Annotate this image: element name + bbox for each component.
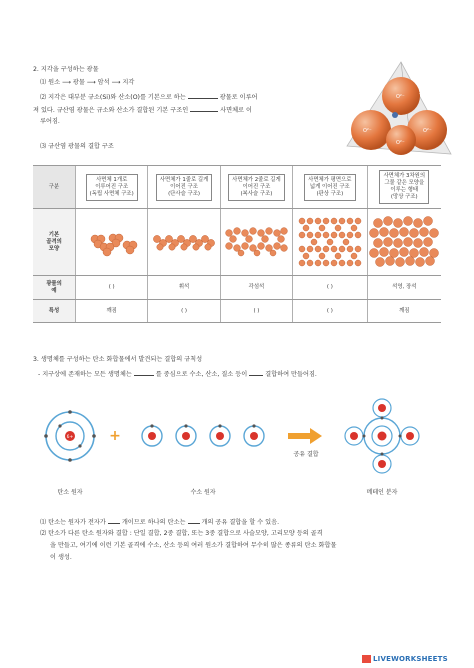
mineral-cell-3: 각섬석 [220, 276, 292, 300]
section3-q1: ⑴ 탄소는 원자가 전자가 개이므로 하나의 탄소는 개의 공유 결합을 할 수 있음. [40, 519, 280, 526]
table-property-row [33, 300, 441, 323]
table-header-col3: 사면체가 2줄로 길게 이어진 구조 (복사슬 구조) [220, 166, 292, 209]
row-label-shape: 기본 골격의 모양 [33, 209, 76, 276]
blank-bond-type[interactable] [249, 369, 263, 376]
hydrogen-atoms [142, 424, 264, 446]
mineral-cell-1[interactable]: ( ) [76, 276, 148, 300]
property-cell-5: 깨짐 [367, 300, 441, 323]
section3-q2-line1: ⑵ 탄소가 다른 탄소 원자와 결합 : 단일 결합, 2중 결합, 또는 3중 결합으로 사슬모양, 고리모양 등의 골격 [40, 530, 323, 537]
table-mineral-row [33, 276, 441, 300]
table-header-col4: 사면체가 평면으로 넓게 이어진 구조 (판상 구조) [293, 166, 367, 209]
section2-item2-line1: ⑵ 지각은 대부분 규소(Si)와 산소(O)를 기본으로 하는 광물로 이루어 [40, 94, 258, 101]
blank-mineral-type[interactable] [188, 92, 218, 99]
section2-title: 2. 지각을 구성하는 광물 [33, 66, 99, 73]
logo-icon [362, 655, 371, 663]
silica-tetrahedron-diagram [339, 58, 457, 168]
mineral-cell-2: 휘석 [148, 276, 220, 300]
blank-bond-count[interactable] [188, 517, 200, 524]
mineral-cell-4[interactable]: ( ) [293, 276, 367, 300]
section2-item2-line3: 루어짐. [40, 118, 60, 125]
property-cell-3[interactable]: ( ) [220, 300, 292, 323]
isolated-tetrahedra-image [77, 221, 147, 261]
svg-text:6+: 6+ [66, 435, 74, 440]
section3-q2-line3: 이 생성. [50, 554, 72, 561]
covalent-bond-label: 공유 결합 [293, 451, 319, 458]
tetra-label-o1: O²⁻ [396, 94, 405, 100]
methane-molecule [345, 399, 419, 473]
sheet-structure-image [294, 213, 366, 269]
section3-line1: - 지구상에 존재하는 모든 생명체는 를 중심으로 수소, 산소, 질소 등이 결합하여 만들어짐. [38, 371, 317, 378]
carbon-atom [44, 410, 96, 462]
section2-item1: ⑴ 원소 ⟶ 광물 ⟶ 암석 ⟶ 지각 [40, 79, 135, 86]
shape-single-chain [148, 209, 220, 276]
mineral-cell-5: 석영, 장석 [367, 276, 441, 300]
property-cell-1: 깨짐 [76, 300, 148, 323]
shape-sheet [293, 209, 367, 276]
network-structure-image [368, 213, 440, 269]
table-header-col5: 사면체가 3차원의 그물 같은 모양을 이루는 형태 (망상 구조) [367, 166, 441, 209]
table-header-col1: 사면체 1개로 이루어진 구조 (독립 사면체 구조) [76, 166, 148, 209]
table-shape-row [33, 209, 441, 276]
blank-central-element[interactable] [134, 369, 154, 376]
silicon-atom [392, 112, 398, 118]
section3-q2-line2: 을 만들고, 여기에 이런 기본 골격에 수소, 산소 등의 여러 원소가 결합하여 무수히 많은 종류의 탄소 화합물 [50, 542, 337, 549]
property-cell-4[interactable]: ( ) [293, 300, 367, 323]
row-label-mineral: 광물의 예 [33, 276, 76, 300]
covalent-bond-diagram [40, 396, 450, 506]
shape-network [367, 209, 441, 276]
hydrogen-atom-label: 수소 원자 [190, 489, 216, 496]
reaction-arrow [288, 428, 322, 444]
single-chain-image [149, 221, 219, 261]
tetra-label-si: Si⁴⁺ [419, 90, 429, 96]
tetra-label-o3: O²⁻ [423, 128, 432, 134]
section3-title: 3. 생명체를 구성하는 탄소 화합물에서 발견되는 결합의 규칙성 [33, 356, 203, 363]
table-header-row [33, 166, 441, 209]
property-cell-2[interactable]: ( ) [148, 300, 220, 323]
row-label-property: 특성 [33, 300, 76, 323]
section2-item2-line2: 져 있다. 규산염 광물은 규소와 산소가 결합된 기본 구조인 사면체로 이 [33, 107, 252, 114]
liveworksheets-logo[interactable]: LIVEWORKSHEETS [362, 655, 448, 663]
double-chain-image [221, 219, 291, 263]
blank-valence-electrons[interactable] [108, 517, 120, 524]
shape-double-chain [220, 209, 292, 276]
silicate-structure-table [33, 165, 441, 323]
tetra-label-o2: O²⁻ [363, 128, 372, 134]
shape-isolated [76, 209, 148, 276]
plus-sign: + [109, 428, 121, 444]
section2-item3: ⑶ 규산염 광물의 결합 구조 [40, 143, 114, 150]
methane-label: 메테인 분자 [366, 489, 398, 496]
table-header-label: 구분 [33, 166, 76, 209]
tetra-label-o4: O²⁻ [396, 140, 405, 146]
blank-tetrahedron[interactable] [190, 105, 218, 112]
table-header-col2: 사면체가 1줄로 길게 이어진 구조 (단사슬 구조) [148, 166, 220, 209]
carbon-atom-label: 탄소 원자 [57, 489, 83, 496]
